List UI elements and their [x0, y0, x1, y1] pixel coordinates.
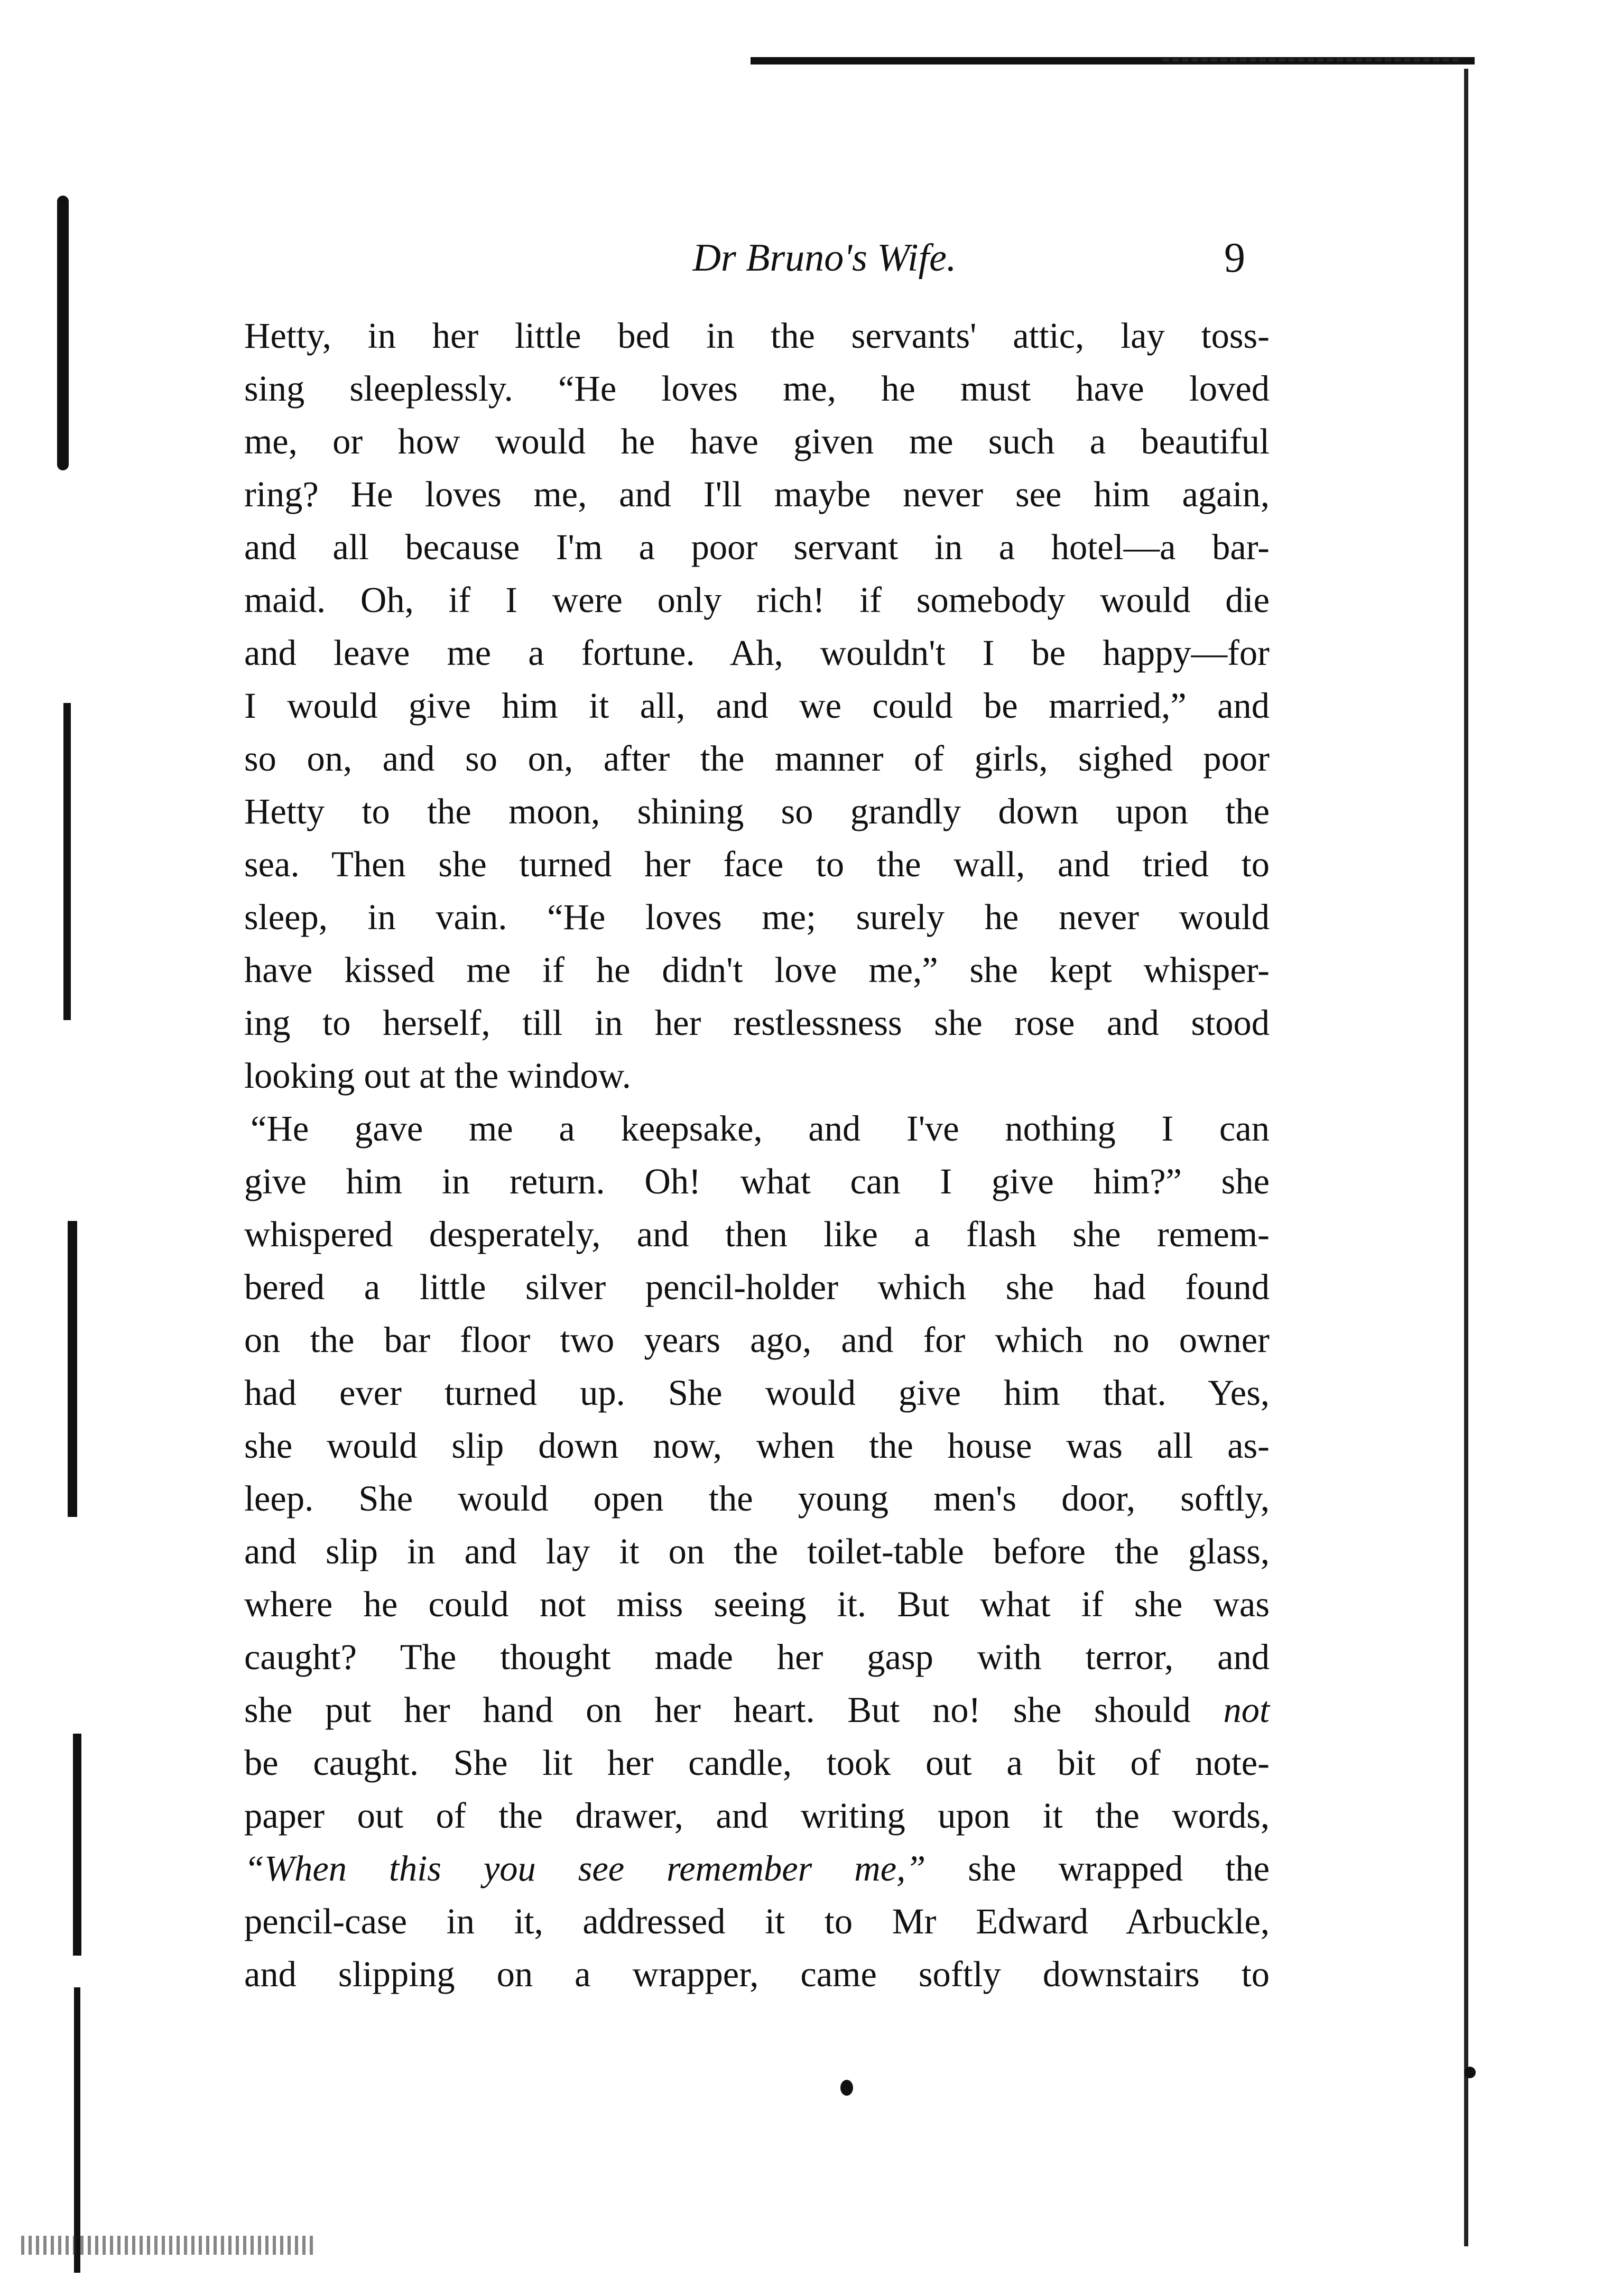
scan-ink-spot [840, 2080, 853, 2096]
text-line: Hetty to the moon, shining so grandly down upon the [244, 791, 1270, 831]
text-line: ring? He loves me, and I'll maybe never see him again, [244, 474, 1270, 514]
italic-quote: “When this you see remember me,” [244, 1848, 926, 1888]
text-line: I would give him it all, and we could be married,” and [244, 686, 1270, 726]
scan-left-edge-mark [73, 1734, 81, 1956]
text-line: and slipping on a wrapper, came softly downstairs to [244, 1954, 1270, 1994]
text-line: give him in return. Oh! what can I give him?” she [244, 1161, 1270, 1201]
text-segment: she put her hand on her heart. But no! she should [244, 1690, 1191, 1730]
page-number: 9 [1224, 235, 1245, 281]
text-line: she would slip down now, when the house was all as- [244, 1425, 1270, 1466]
text-line: so on, and so on, after the manner of girls, sighed poor [244, 738, 1270, 779]
text-line-with-emphasis [244, 1683, 1270, 1736]
text-line: sing sleeplessly. “He loves me, he must have loved [244, 368, 1270, 409]
text-line: on the bar floor two years ago, and for which no owner [244, 1320, 1270, 1360]
text-line-with-emphasis [244, 1842, 1270, 1895]
text-line: caught? The thought made her gasp with terror, and [244, 1637, 1270, 1677]
scan-left-edge-mark [74, 1987, 80, 2273]
text-line: sleep, in vain. “He loves me; surely he never would [244, 897, 1270, 937]
text-line: ing to herself, till in her restlessness she rose and stood [244, 1003, 1270, 1043]
scan-left-edge-mark [68, 1221, 77, 1517]
scan-top-dash [1163, 58, 1459, 61]
text-line: looking out at the window. [244, 1056, 631, 1096]
body-text [244, 309, 1270, 2001]
header-title: Dr Bruno's Wife. [692, 236, 957, 280]
text-line: had ever turned up. She would give him that. Yes, [244, 1373, 1270, 1413]
text-line: paper out of the drawer, and writing upon it the words, [244, 1795, 1270, 1836]
text-line: and leave me a fortune. Ah, wouldn't I be happy—for [244, 633, 1270, 673]
running-head [0, 232, 1611, 284]
text-line: Hetty, in her little bed in the servants' attic, lay toss- [244, 316, 1270, 356]
text-line: and slip in and lay it on the toilet-table before the glass, [244, 1531, 1270, 1571]
text-line: pencil-case in it, addressed it to Mr Edward Arbuckle, [244, 1901, 1270, 1941]
text-segment: she wrapped the [968, 1848, 1270, 1888]
text-line: have kissed me if he didn't love me,” she kept whisper- [244, 950, 1270, 990]
emphasis-not: not [1223, 1690, 1270, 1730]
scan-left-edge-mark [63, 703, 71, 1020]
text-line: “He gave me a keepsake, and I've nothing I can [251, 1108, 1270, 1149]
text-line: maid. Oh, if I were only rich! if somebody would die [244, 580, 1270, 620]
scan-ink-spot [1464, 2067, 1476, 2078]
text-line: me, or how would he have given me such a beautiful [244, 421, 1270, 461]
text-line: leep. She would open the young men's door, softly, [244, 1478, 1270, 1519]
text-line: be caught. She lit her candle, took out a bit of note- [244, 1743, 1270, 1783]
scan-right-edge [1464, 69, 1468, 2246]
text-line: bered a little silver pencil-holder which she had found [244, 1267, 1270, 1307]
text-line: and all because I'm a poor servant in a hotel—a bar- [244, 527, 1270, 567]
text-line: whispered desperately, and then like a flash she remem- [244, 1214, 1270, 1254]
scan-bottom-noise [21, 2236, 317, 2255]
text-line: where he could not miss seeing it. But what if she was [244, 1584, 1270, 1624]
text-line: sea. Then she turned her face to the wall, and tried to [244, 844, 1270, 884]
